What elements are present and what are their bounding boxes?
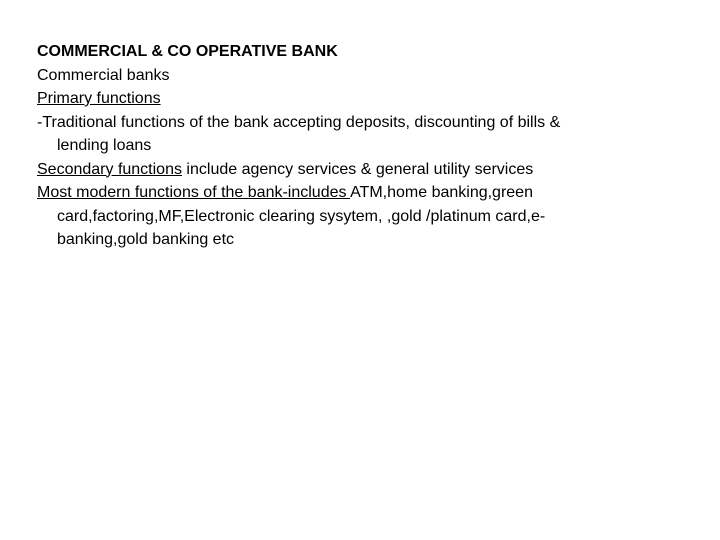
secondary-functions-text: include agency services & general utility services xyxy=(181,160,534,178)
modern-functions-paragraph xyxy=(37,181,687,205)
primary-functions-heading: Primary functions xyxy=(37,90,161,107)
modern-functions-line-2: card,factoring,MF,Electronic clearing sysytem, ,gold /platinum card,e- xyxy=(57,207,546,225)
primary-functions-line-1: -Traditional functions of the bank accepting deposits, discounting of bills & xyxy=(37,113,561,131)
slide-title: COMMERCIAL & CO OPERATIVE BANK xyxy=(37,43,338,60)
modern-functions-line-1: ATM,home banking,green xyxy=(350,184,533,201)
secondary-functions-paragraph xyxy=(37,158,687,182)
slide-content xyxy=(37,40,687,252)
subtitle-commercial-banks: Commercial banks xyxy=(37,66,170,84)
modern-functions-line-3: banking,gold banking etc xyxy=(57,231,235,248)
primary-functions-line-2: lending loans xyxy=(57,137,152,154)
secondary-functions-heading: Secondary functions xyxy=(37,160,182,178)
modern-functions-heading: Most modern functions of the bank-includes xyxy=(37,184,351,201)
